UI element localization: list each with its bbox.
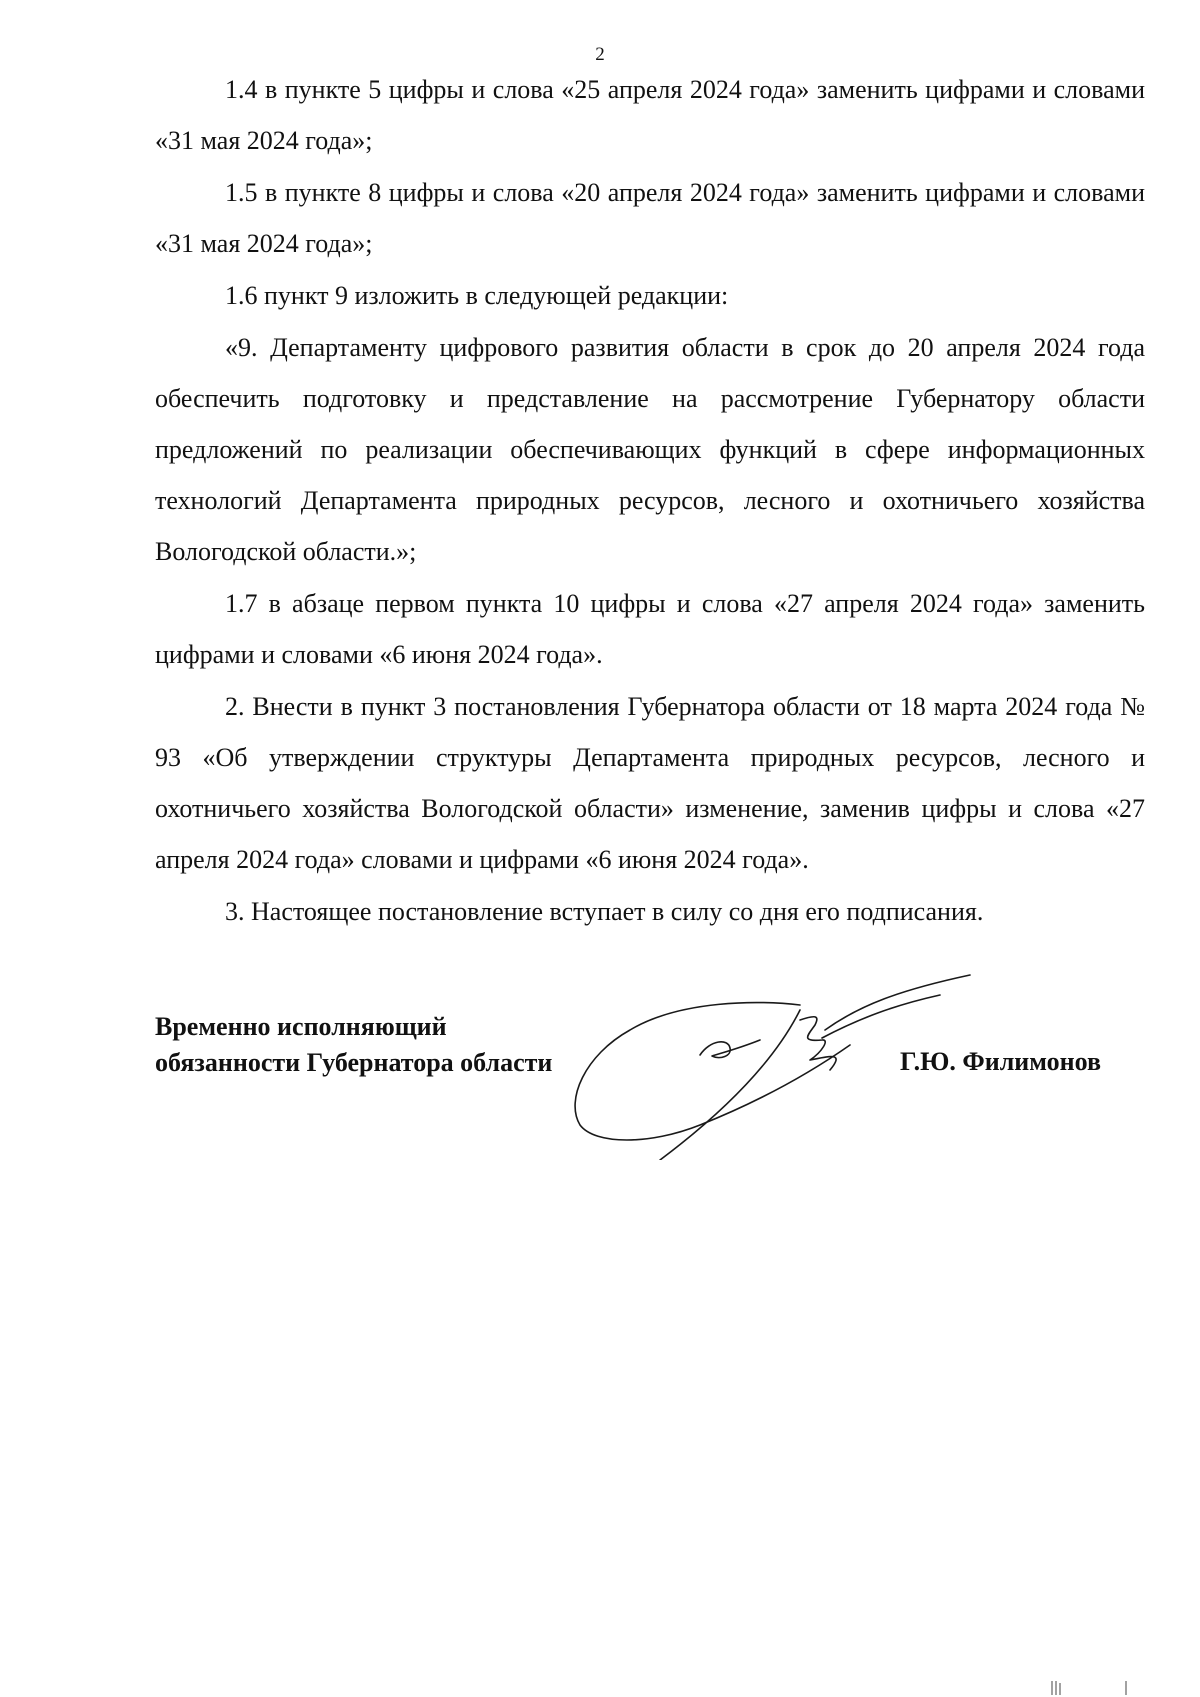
signatory-name: Г.Ю. Филимонов	[900, 1047, 1102, 1076]
paragraph-1-5: 1.5 в пункте 8 цифры и слова «20 апреля 2024 года» заменить цифрами и словами «31 мая 2024 года»;	[155, 178, 1145, 258]
paragraph-1-7: 1.7 в абзаце первом пункта 10 цифры и слова «27 апреля 2024 года» заменить цифрами и словами «6 июня 2024 года».	[155, 589, 1145, 669]
page-number: 2	[595, 44, 605, 65]
signatory-title-line-1: Временно исполняющий	[155, 1012, 447, 1041]
paragraph-quote-9: «9. Департаменту цифрового развития области в срок до 20 апреля 2024 года обеспечить подготовку и представление на рассмотрение Губернатору области предложений по реализации обеспечивающих функций в сфере информационных технологий Департамента природных ресурсов, лесного и охотничьего хозяйства Вологодской области.»;	[155, 333, 1145, 566]
scan-artifact-marks	[1050, 1681, 1130, 1695]
paragraph-1-6: 1.6 пункт 9 изложить в следующей редакции:	[225, 281, 729, 310]
signatory-title	[155, 1009, 552, 1081]
signatory-title-line-2: обязанности Губернатора области	[155, 1048, 553, 1077]
document-body	[155, 64, 1145, 938]
paragraph-1-4: 1.4 в пункте 5 цифры и слова «25 апреля 2024 года» заменить цифрами и словами «31 мая 2024 года»;	[155, 75, 1145, 155]
paragraph-3: 3. Настоящее постановление вступает в силу со дня его подписания.	[225, 897, 984, 926]
paragraph-2: 2. Внести в пункт 3 постановления Губернатора области от 18 марта 2024 года № 93 «Об утверждении структуры Департамента природных ресурсов, лесного и охотничьего хозяйства Вологодской области» изменение, заменив цифры и слова «27 апреля 2024 года» словами и цифрами «6 июня 2024 года».	[155, 692, 1145, 874]
